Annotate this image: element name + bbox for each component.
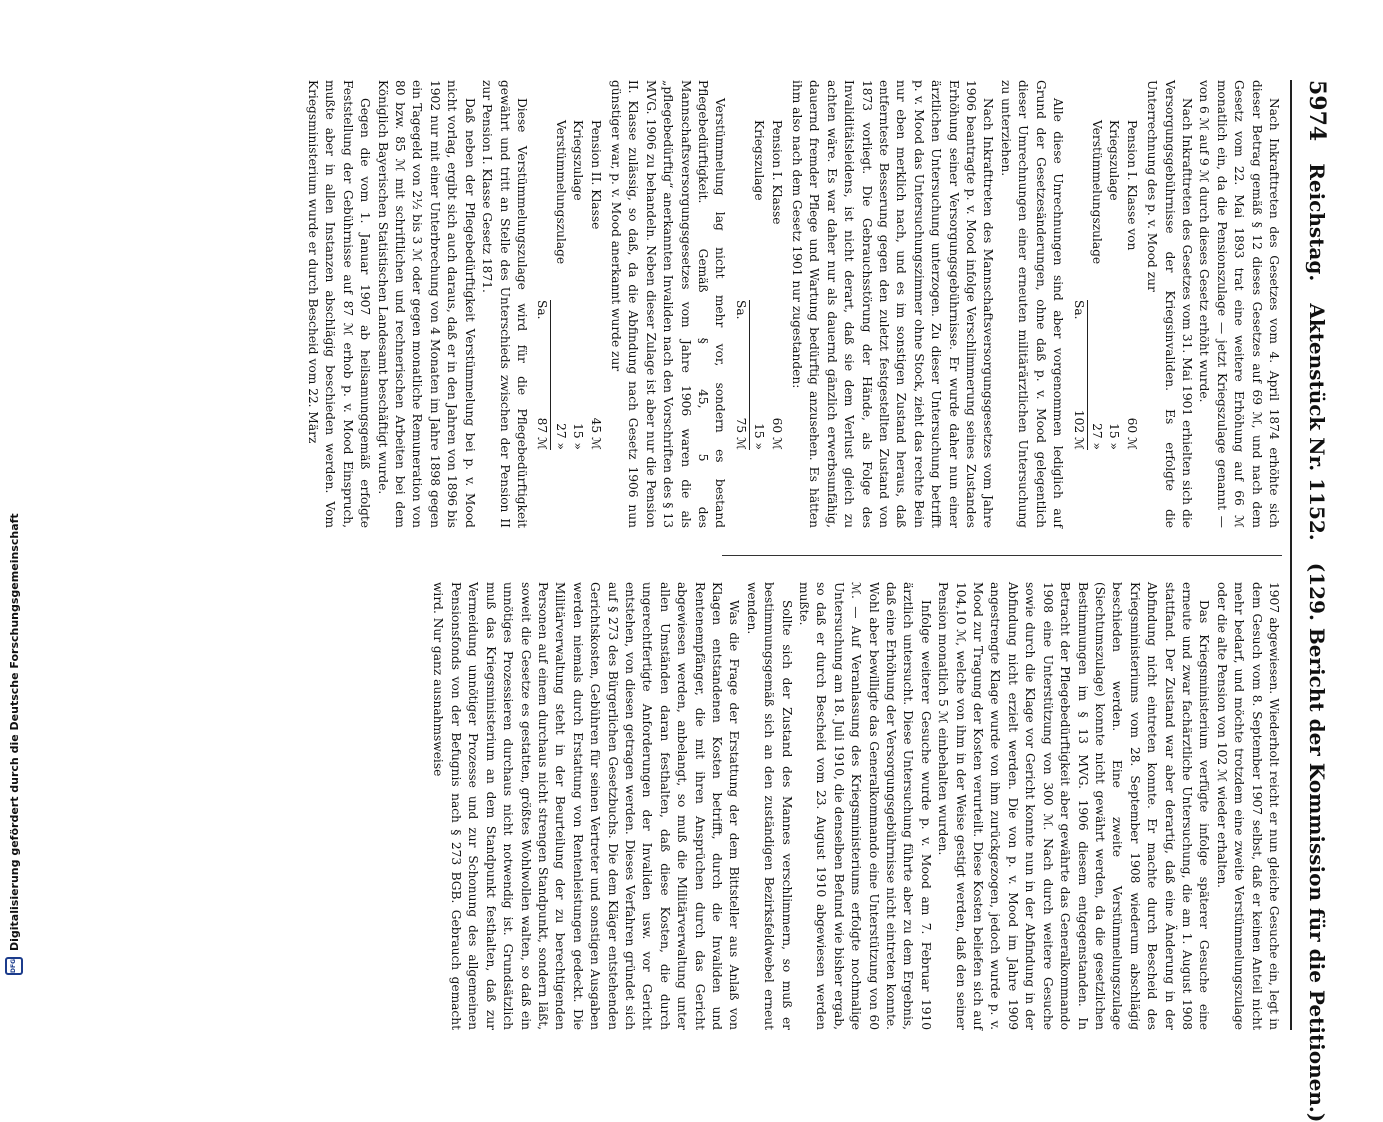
ledger-total: Sa. 102 ℳ [1069,300,1087,450]
header-file: Aktenstück Nr. 1152. [1305,303,1329,541]
credit-text: Digitalisierung gefördert durch die Deutsche Forschungsgemeinschaft [7,513,21,951]
paragraph: Verstümmelung lag nicht mehr vor, sondern es bestand Pflegebedürftigkeit. Gemäß § 45, 5 des Mannschaftsversorgungsgesetzes vom Jahre 1906 waren die als „pflegebedürftig“ anerkannten Invaliden nach den Vorschriften des § 13 MVG. 1906 zu behandeln. Neben dieser Zulage ist aber nur die Pension II. Klasse zulässig, so daß, da die Abfindung nach Gesetz 1906 nun günstiger war, p. v. Mood anerkannt wurde zur [608,80,728,528]
paragraph: Diese Verstümmelungszulage wird für die Pflegebedürftigkeit gewährt und tritt an Stelle des Unterschieds zwischen der Pension II zur Pension I. Klasse Gesetz 1871. [480,80,529,528]
header-rule [1290,80,1292,1030]
paragraph: Sollte sich der Zustand des Mannes verschlimmern, so muß er bestimmungsgemäß sich an den zuständigen Bezirksfeldwebel erneut wenden. [744,582,794,1030]
ledger-row: Pension I. Klasse 60 ℳ [769,120,784,450]
ledger-row: Pension II. Klasse 45 ℳ [588,120,603,450]
ledger-row: Verstümmelungszulage 27 » [553,120,568,450]
paragraph: Nach Inkrafttreten des Gesetzes vom 4. April 1874 erhöhte sich dieser Betrag gemäß § 12 dieses Gesetzes auf 69 ℳ, und nach dem Gesetz vom 22. Mai 1893 trat eine weitere Erhöhung auf 66 ℳ monatlich ein, da die Pensionszulage — jetzt Kriegszulage genannt — von 6 ℳ auf 9 ℳ durch dieses Gesetz erhöht wurde. [1197,80,1281,528]
paragraph: Nach Inkrafttreten des Mannschaftsversorgungsgesetzes vom Jahre 1906 beantragte p. v. Mood infolge Verschlimmerung seines Zustandes Erhöhung seiner Versorgungsgebührnisse. Er wurde daher nun einer ärztlichen Untersuchung unterzogen. Zu dieser Untersuchung betrifft p. v. Mood das Untersuchungszimmer ohne Stock, zieht das rechte Bein nur eben merklich nach, und es im sonstigen Zustand heraus, daß entfernteste Besserung gegen den zuletzt festgestellten Zustand von 1873 vorliegt. Die Gebrauchsstörung der Hände, als Folge des Invaliditätsleidens, ist nicht derart, daß sie dem Verlust gleich zu achten wäre. Es war daher nur als dauernd gänzlich erwerbsunfähig, dauernd fremder Pflege und Wartung bedürftig anzusehen. Es hätten ihm also nach dem Gesetz 1901 nur zugestanden: [790,80,996,528]
page-number: 5974 [1304,80,1330,142]
ledger-row: Pension I. Klasse von 60 ℳ [1124,120,1139,450]
header-title: (129. Bericht der Kommission für die Petitionen.) [1305,562,1329,1122]
ledger-total: Sa. 87 ℳ [533,300,551,450]
dfg-logo-icon: DFG [5,957,23,975]
right-column [429,582,1282,1030]
left-column [304,80,1282,528]
ledger-row: Verstümmelungszulage 27 » [1089,120,1104,450]
paragraph: 1907 abgewiesen. Wiederholt reicht er nun gleiche Gesuche ein, legt in dem Gesuch vom 8. September 1907 selbst, daß er keinen Anteil nicht mehr bedarf, und möchte trotzdem eine zweite Verstümmelungszulage oder die alte Pension von 102 ℳ wieder erhalten. [1214,582,1281,1030]
ledger-row: Kriegszulage 15 » [1107,120,1122,450]
pension-ledger [533,120,604,450]
ledger-row: Kriegszulage 15 » [571,120,586,450]
paragraph: Was die Frage der Erstattung der dem Bittsteller aus Anlaß von Klagen entstandenen Kosten betrifft, durch die Invaliden und Rentenempfänger, die mit ihren Ansprüchen durch das Gericht abgewiesen werden, anbelangt, so muß die Militärverwaltung unter allen Umständen daran festhalten, daß diese Kosten, die durch ungerechtfertigte Anforderungen der Invaliden usw. vor Gericht entstehen, von diesen getragen werden. Dieses Verfahren gründet sich auf § 273 des Bürgerlichen Gesetzbuchs. Die dem Kläger entstehenden Gerichtskosten, Gebühren für seinen Vertreter und sonstigen Ausgaben werden niemals durch Erstattung von Rentenleistungen gedeckt. Die Militärverwaltung steht in der Beurteilung der zu berechtigenden Personen auf einem durchaus nicht strengen Standpunkt, sondern läßt, soweit die Gesetze es gestatten, größtes Wohlwollen walten, so daß ein unnötiges Prozessieren durchaus nicht notwendig ist. Grundsätzlich muß das Kriegsministerium an dem Standpunkt festhalten, daß zur Vermeidung unnötiger Prozesse und zur Schonung des allgemeinen Pensionsfonds von der Befugnis nach § 273 BGB. Gebrauch gemacht wird. Nur ganz ausnahmsweise [431,582,742,1030]
ledger-row: Kriegszulage 15 » [752,120,767,450]
ledger-total: Sa. 75 ℳ [731,300,749,450]
pension-ledger [731,120,784,450]
paragraph: Nach Inkrafttreten des Gesetzes vom 31. Mai 1901 erhielten sich die Versorgungsgebührnisse der Kriegsinvaliden. Es erfolgte die Unterrechnung des p. v. Mood zur [1145,80,1194,528]
column-divider [722,555,1282,556]
paragraph: Das Kriegsministerium verfügte infolge späterer Gesuche eine erneute und zwar fachärztliche Untersuchung, die am 1. August 1908 stattfand. Der Zustand war aber derartig, daß eine Änderung in der Abfindung nicht eintreten konnte. Er machte durch Bescheid des Kriegsministeriums vom 28. September 1908 wiederum abschlägig beschieden werden. Eine zweite Verstümmelungszulage (Siechtumszulage) konnte nicht gewährt werden, da die gesetzlichen Bestimmungen im § 13 MVG. 1906 diesem entgegenstanden. In Betracht der Pflegebedürftigkeit aber gewährte das Generalkommando 1908 eine Unterstützung von 300 ℳ. Nach durch weitere Gesuche sowie durch die Klage vor Gericht konnte nun in der Abfindung in der Abfindung nicht erzielt werden. Die von p. v. Mood im Jahre 1909 angestrengte Klage wurde von ihm zurückgezogen, jedoch wurde p. v. Mood zur Tragung der Kosten verurteilt. Diese Kosten beliefen sich auf 104,10 ℳ, welche von ihm in der Weise gestigt werden, daß den seiner Pension monatlich 5 ℳ einbehalten wurden. [936,582,1212,1030]
document-page [20,80,1330,1122]
paragraph: Alle diese Unrechnungen sind aber vorgenommen lediglich auf Grund der Gesetzesänderungen, ohne daß p. v. Mood gelegentlich dieser Umrechnungen einer erneuten militärärztlichen Untersuchung zu unterziehen. [998,80,1066,528]
paragraph: Gegen die vom 1. Januar 1907 ab heilsamungsgemäß erfolgte Feststellung der Gebührnisse auf 87 ℳ erhob p. v. Mood Einspruch, mußte aber in allen Instanzen abschlägig beschieden werden. Vom Kriegsministerium wurde er durch Bescheid vom 22. März [306,80,373,528]
header-source: Reichstag. [1305,163,1329,282]
digitization-credit [6,285,22,975]
page-header [1290,80,1330,1122]
paragraph: Daß neben der Pflegebedürftigkeit Verstümmelung bei p. v. Mood nicht vorlag, ergibt sich auch daraus, daß er in den Jahren von 1896 bis 1902 nur mit einer Unterbrechung von 4 Monaten im Jahre 1898 gegen ein Tagegeld von 2½ bis 3 ℳ oder gegen monatliche Remuneration von 80 bzw. 85 ℳ mit schriftlichen und rechnerischen Arbeiten bei dem Königlich Bayerischen Statistischen Landesamt beschäftigt wurde. [375,80,477,528]
pension-ledger [1069,120,1140,450]
paragraph: Infolge weiterer Gesuche wurde p. v. Mood am 7. Februar 1910 ärztlich untersucht. Diese Untersuchung führte aber zu dem Ergebnis, daß eine Erhöhung der Versorgungsgebührnisse nicht eintreten konnte. Wohl aber bewilligte das Generalkommando eine Unterstützung von 60 ℳ. — Auf Veranlassung des Kriegsministeriums erfolgte nochmalige Untersuchung am 18. Juli 1910, die denselben Befund wie bisher ergab, so daß er durch Bescheid vom 23. August 1910 abgewiesen werden mußte. [797,582,933,1030]
